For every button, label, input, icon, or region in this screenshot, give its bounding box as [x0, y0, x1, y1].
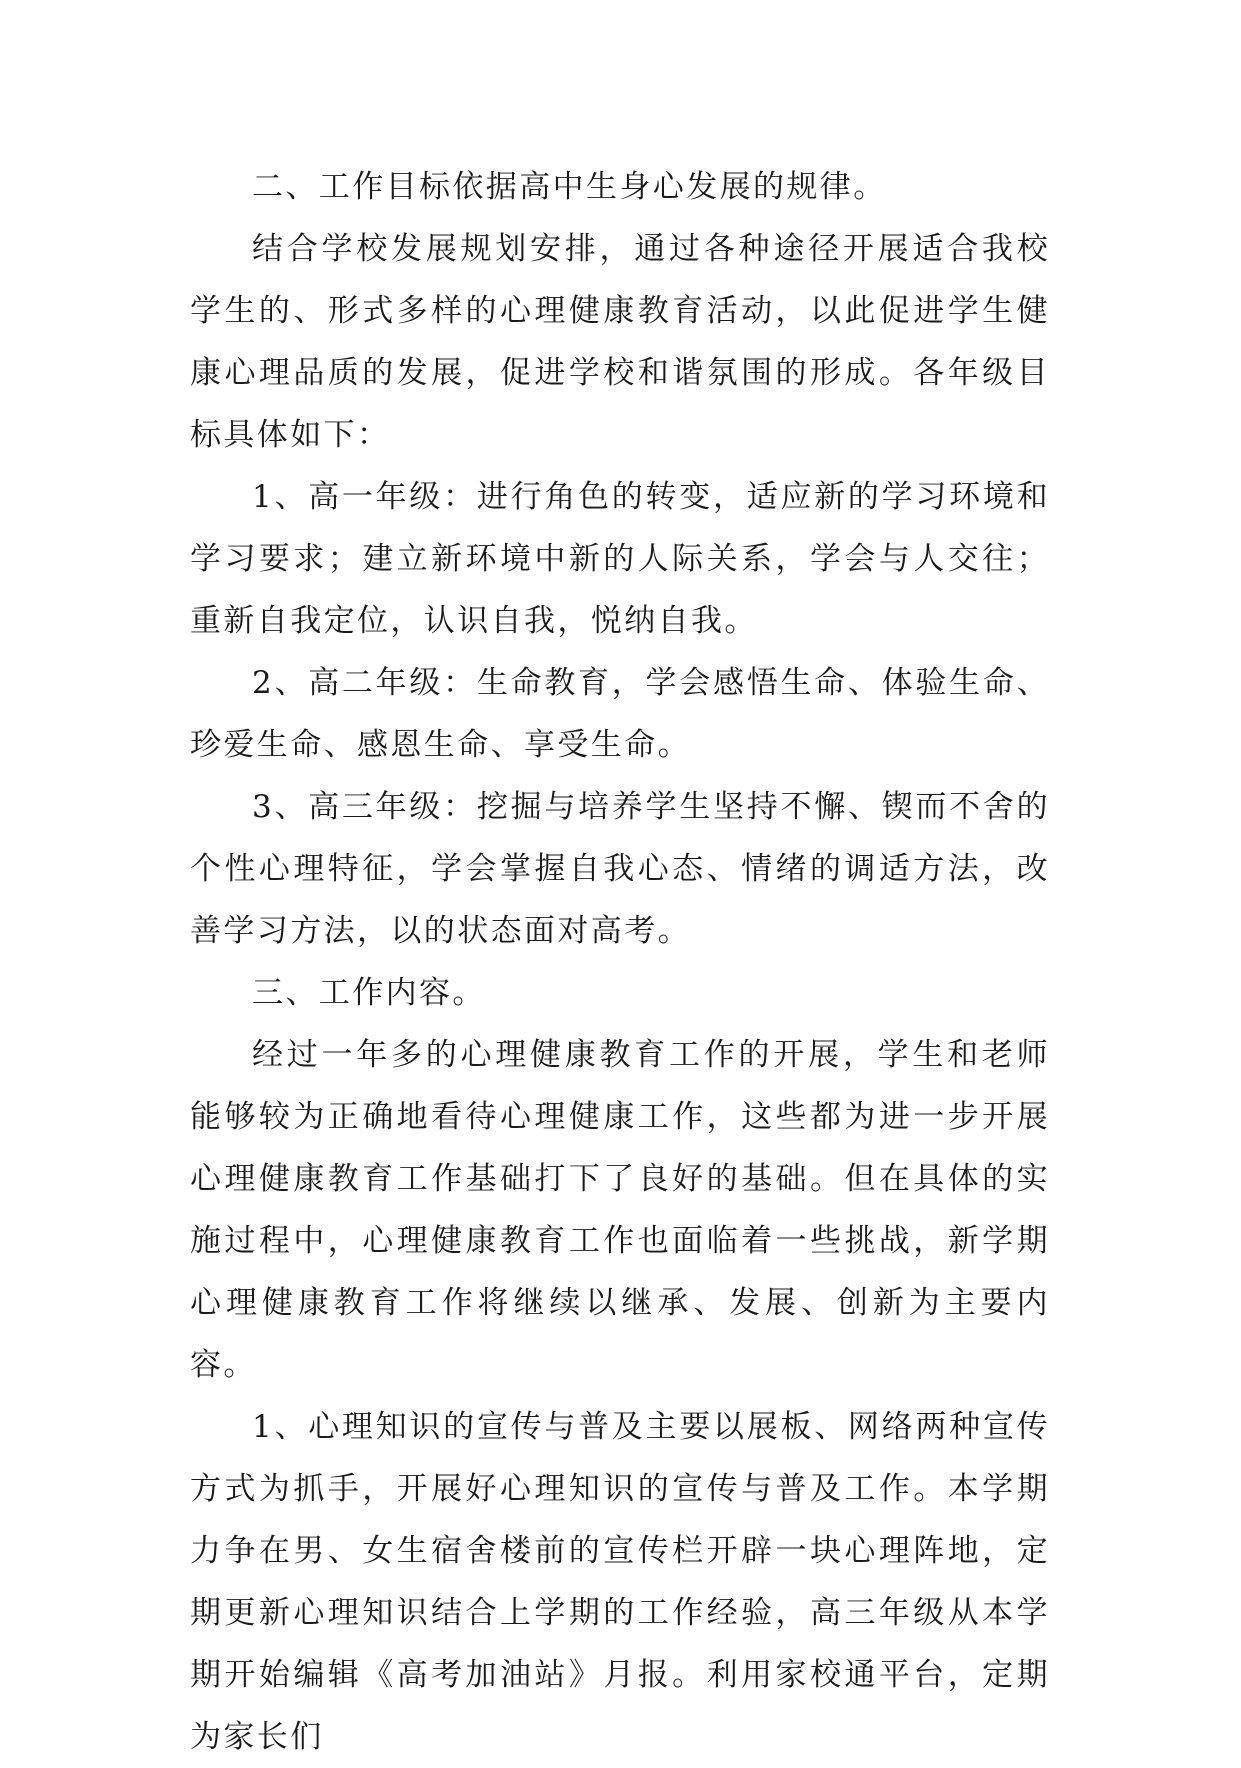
paragraph-section-two-heading: 二、工作目标依据高中生身心发展的规律。: [252, 169, 887, 205]
paragraph-knowledge-promotion: 1、心理知识的宣传与普及主要以展板、网络两种宣传方式为抓手，开展好心理知识的宣传与普及工作。本学期力争在男、女生宿舍楼前的宣传栏开辟一块心理阵地，定期更新心理知识结合上学期的工作经验，高三年级从本学期开始编辑《高考加油站》月报。利用家校通平台，定期为家长们: [190, 1409, 1050, 1755]
paragraph-work-review: 经过一年多的心理健康教育工作的开展，学生和老师能够较为正确地看待心理健康工作，这些都为进一步开展心理健康教育工作基础打下了良好的基础。但在具体的实施过程中，心理健康教育工作也面临着一些挑战，新学期心理健康教育工作将继续以继承、发展、创新为主要内容。: [190, 1037, 1050, 1383]
paragraph-section-three-heading: 三、工作内容。: [252, 975, 486, 1011]
paragraph-grade-two-goal: 2、高二年级：生命教育，学会感悟生命、体验生命、珍爱生命、感恩生命、享受生命。: [190, 665, 1050, 763]
paragraph-school-plan: 结合学校发展规划安排，通过各种途径开展适合我校学生的、形式多样的心理健康教育活动，以此促进学生健康心理品质的发展，促进学校和谐氛围的形成。各年级目标具体如下：: [190, 231, 1050, 453]
document-body: [190, 156, 1050, 1768]
paragraph-grade-three-goal: 3、高三年级：挖掘与培养学生坚持不懈、锲而不舍的个性心理特征，学会掌握自我心态、情绪的调适方法，改善学习方法，以的状态面对高考。: [190, 789, 1050, 949]
paragraph-grade-one-goal: 1、高一年级：进行角色的转变，适应新的学习环境和学习要求；建立新环境中新的人际关系，学会与人交往；重新自我定位，认识自我，悦纳自我。: [190, 479, 1050, 639]
